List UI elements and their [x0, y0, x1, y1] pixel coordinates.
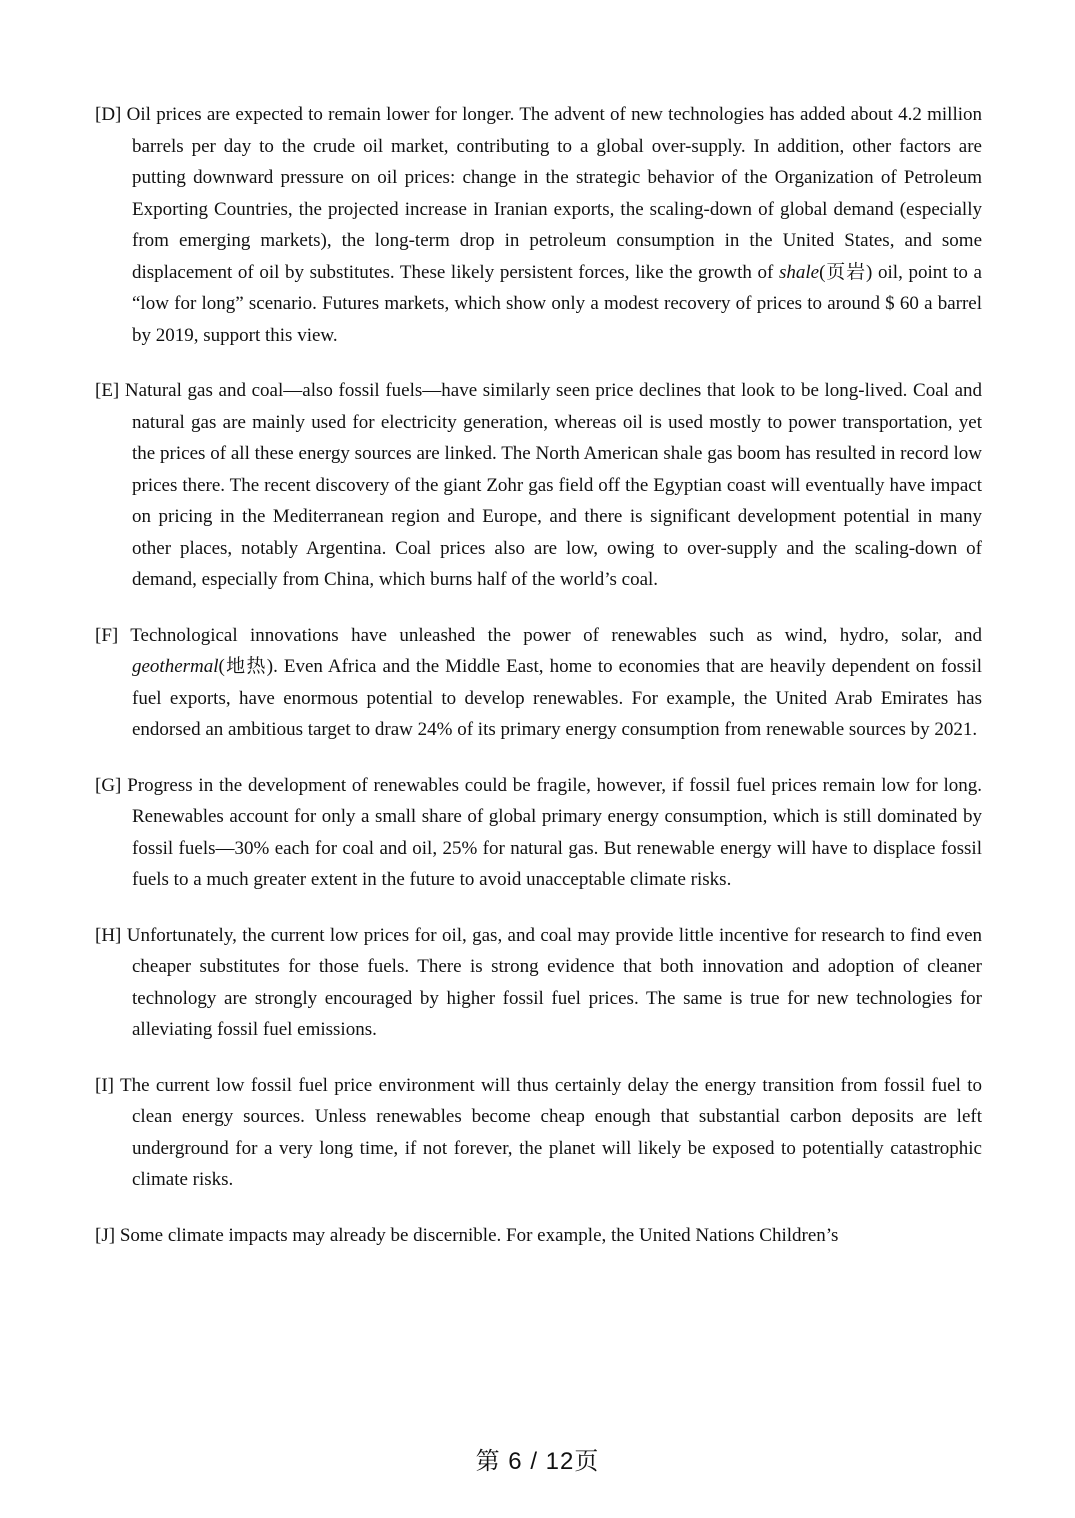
paragraph-label-d: [D]: [95, 104, 122, 125]
text-run: Unfortunately, the current low prices for oil, gas, and coal may provide little incentive for research to find even cheaper substitutes for those fuels. There is strong evidence that both innovation and adoption of cleaner technology are strongly encouraged by higher fossil fuel prices. The same is true for new technologies for alleviating fossil fuel emissions.: [126, 924, 983, 1040]
text-run: Technological innovations have unleashed the power of renewables such as wind, hydro, solar, and: [130, 624, 982, 646]
text-run: Oil prices are expected to remain lower for longer. The advent of new technologies has added about 4.2 million barrels per day to the crude oil market, contributing to a global over-supply. In addition, other factors are putting downward pressure on oil prices: change in the strategic behavior of the Organization of Petroleum Exporting Countries, the projected increase in Iranian exports, the scaling-down of global demand (especially from emerging markets), the long-term drop in petroleum consumption in the United States, and some displacement of oil by substitutes. These likely persistent forces, like the growth of: [126, 104, 983, 283]
paragraph-j: [95, 1220, 982, 1252]
paragraph-h: [95, 920, 982, 1046]
paragraph-label-g: [G]: [95, 774, 122, 796]
page-number: 第 6 / 12页: [475, 1448, 600, 1475]
text-run: Natural gas and coal—also fossil fuels—have similarly seen price declines that look to be long-lived. Coal and natural gas are mainly used for electricity generation, whereas oil is used mostly to power transportation, yet the prices of all these energy sources are linked. The North American shale gas boom has resulted in record low prices there. The recent discovery of the giant Zohr gas field off the Egyptian coast will eventually have impact on pricing in the Mediterranean region and Europe, and there is significant development potential in many other places, notably Argentina. Coal prices also are low, owing to over-supply and the scaling-down of demand, especially from China, which burns half of the world’s coal.: [124, 380, 982, 590]
text-run: (页岩) oil, point to a “low for long” scenario. Futures markets, which show only a modest recovery of prices to around $ 60 a barrel by 2019, support this view.: [132, 261, 982, 346]
paragraph-label-e: [E]: [95, 380, 120, 401]
paragraph-e: [95, 375, 982, 596]
paragraph-label-i: [I]: [95, 1074, 114, 1096]
paragraph-f: [95, 620, 982, 746]
paragraph-label-h: [H]: [95, 924, 122, 946]
paragraph-label-j: [J]: [95, 1224, 116, 1246]
reading-passage: [95, 99, 982, 1251]
page-footer: [0, 1441, 1075, 1476]
paragraph-g: [95, 770, 982, 896]
text-run: The current low fossil fuel price environment will thus certainly delay the energy transition from fossil fuel to clean energy sources. Unless renewables become cheap enough that substantial carbon deposits are left underground for a very long time, if not forever, the planet will likely be exposed to potentially catastrophic climate risks.: [120, 1074, 982, 1190]
text-run: (地热). Even Africa and the Middle East, home to economies that are heavily dependent on fossil fuel exports, have enormous potential to develop renewables. For example, the United Arab Emirates has endorsed an ambitious target to draw 24% of its primary energy consumption from renewable sources by 2021.: [132, 656, 982, 740]
paragraph-i: [95, 1070, 982, 1196]
italic-term: geothermal: [132, 656, 219, 677]
text-run: Progress in the development of renewables could be fragile, however, if fossil fuel prices remain low for long. Renewables account for only a small share of global primary energy consumption, which is still dominated by fossil fuels—30% each for coal and oil, 25% for natural gas. But renewable energy will have to displace fossil fuels to a much greater extent in the future to avoid unacceptable climate risks.: [127, 774, 982, 890]
italic-term: shale: [778, 261, 820, 283]
paragraph-label-f: [F]: [95, 624, 119, 646]
text-run: Some climate impacts may already be discernible. For example, the United Nations Children’s: [119, 1224, 839, 1246]
paragraph-d: [95, 99, 982, 351]
